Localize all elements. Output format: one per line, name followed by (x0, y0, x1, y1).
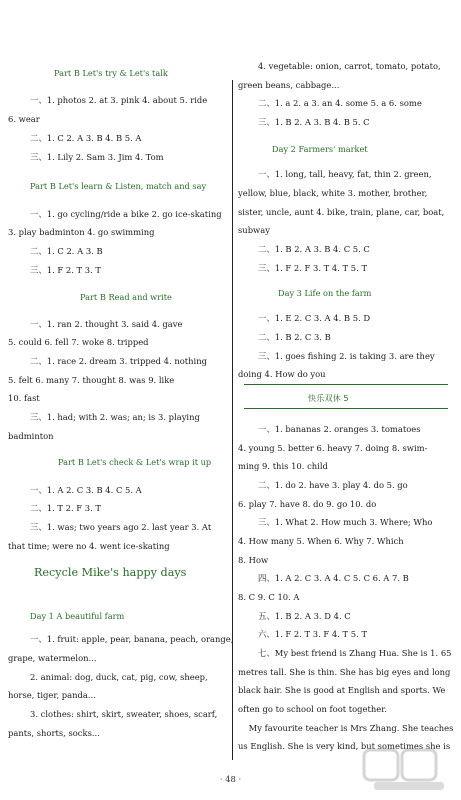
section-title-part-b-check: Part B Let's check & Let's wrap it up (58, 457, 212, 467)
answer-line: 5. could 6. fell 7. woke 8. tripped (8, 337, 149, 347)
section-title-part-b-try-talk: Part B Let's try & Let's talk (54, 68, 168, 78)
answer-line: 二、1. B 2. A 3. B 4. C 5. C (258, 244, 370, 254)
page-number: · 48 · (219, 774, 242, 784)
answer-line: that time; were no 4. went ice-skating (8, 541, 170, 551)
answer-line: 二、1. C 2. A 3. B (30, 246, 103, 256)
answer-line: pants, shorts, socks... (8, 728, 100, 738)
column-divider (232, 80, 233, 760)
happy-weekend-title: 快乐双休 5 (308, 393, 349, 403)
day2-title: Day 2 Farmers' market (272, 144, 368, 154)
essay-line: My favourite teacher is Mrs Zhang. She teaches (238, 723, 454, 733)
day1-title: Day 1 A beautiful farm (30, 611, 125, 621)
section-rule (244, 384, 448, 385)
answer-line: 六、1. F 2. T 3. F 4. T 5. T (258, 629, 368, 639)
answer-line: 3. play badminton 4. go swimming (8, 227, 155, 237)
answer-line: grape, watermelon... (8, 653, 97, 663)
answer-line: 三、1. had; with 2. was; an; is 3. playing (30, 412, 200, 422)
answer-line: 三、1. Lily 2. Sam 3. Jim 4. Tom (30, 152, 164, 162)
answer-line: 10. fast (8, 393, 40, 403)
answer-line: 4. young 5. better 6. heavy 7. doing 8. swim- (238, 443, 428, 453)
answer-line: 2. animal: dog, duck, cat, pig, cow, sheep, (30, 672, 208, 682)
answer-line: horse, tiger, panda... (8, 690, 96, 700)
essay-line: 七、My best friend is Zhang Hua. She is 1. 65 (258, 648, 452, 658)
essay-line: black hair. She is good at English and sports. We (238, 685, 446, 695)
answer-line: sister, uncle, aunt 4. bike, train, plane, car, boat, (238, 207, 445, 217)
answer-line: subway (238, 225, 270, 235)
answer-line: doing 4. How do you (238, 369, 326, 379)
answer-line: 6. play 7. have 8. do 9. go 10. do (238, 499, 377, 509)
essay-line: metres tall. She is thin. She has big eyes and long (238, 667, 451, 677)
answer-line: 6. wear (8, 114, 40, 124)
answer-line: 4. vegetable: onion, carrot, tomato, potato, (258, 61, 441, 71)
answer-line: 一、1. A 2. C 3. B 4. C 5. A (30, 485, 142, 495)
essay-line: us English. She is very kind, but sometimes she is (238, 741, 451, 751)
answer-line: 二、1. T 2. F 3. T (30, 503, 102, 513)
section-rule (244, 408, 448, 409)
answer-line: 4. How many 5. When 6. Why 7. Which (238, 536, 404, 546)
recycle-title: Recycle Mike's happy days (34, 566, 187, 579)
answer-line: 三、1. F 2. F 3. T 4. T 5. T (258, 263, 368, 273)
answer-line: 8. How (238, 555, 269, 565)
answer-line: 8. C 9. C 10. A (238, 592, 300, 602)
answer-line: 二、1. a 2. a 3. an 4. some 5. a 6. some (258, 98, 422, 108)
answer-line: 3. clothes: shirt, skirt, sweater, shoes, scarf, (30, 709, 218, 719)
answer-line: 一、1. go cycling/ride a bike 2. go ice-skating (30, 209, 222, 219)
answer-line: 四、1. A 2. C 3. A 4. C 5. C 6. A 7. B (258, 573, 409, 583)
answer-line: badminton (8, 431, 54, 441)
answer-line: green beans, cabbage... (238, 80, 340, 90)
answer-line: 三、1. was; two years ago 2. last year 3. At (30, 522, 212, 532)
day3-title: Day 3 Life on the farm (278, 288, 372, 298)
watermark-logo-icon (360, 744, 456, 794)
answer-line: 一、1. E 2. C 3. A 4. B 5. D (258, 313, 371, 323)
answer-line: 二、1. B 2. C 3. B (258, 332, 331, 342)
answer-line: 一、1. photos 2. at 3. pink 4. about 5. ride (30, 95, 208, 105)
essay-line: often go to school on foot together. (238, 704, 387, 714)
answer-line: 一、1. fruit: apple, pear, banana, peach, orange, (30, 634, 234, 644)
answer-line: 二、1. race 2. dream 3. tripped 4. nothing (30, 356, 207, 366)
answer-line: 三、1. F 2. T 3. T (30, 265, 102, 275)
answer-line: 三、1. What 2. How much 3. Where; Who (258, 517, 433, 527)
answer-line: 一、1. long, tall, heavy, fat, thin 2. green, (258, 169, 432, 179)
answer-line: 二、1. do 2. have 3. play 4. do 5. go (258, 480, 408, 490)
answer-line: yellow, blue, black, white 3. mother, brother, (238, 188, 428, 198)
section-title-part-b-read-write: Part B Read and write (80, 292, 172, 302)
section-title-part-b-learn: Part B Let's learn & Listen, match and say (30, 181, 207, 191)
answer-line: 二、1. C 2. A 3. B 4. B 5. A (30, 133, 142, 143)
answer-line: 三、1. goes fishing 2. is taking 3. are they (258, 351, 435, 361)
answer-line: 5. felt 6. many 7. thought 8. was 9. like (8, 375, 175, 385)
answer-line: 一、1. ran 2. thought 3. said 4. gave (30, 319, 183, 329)
answer-line: 三、1. B 2. A 3. B 4. B 5. C (258, 117, 370, 127)
answer-line: ming 9. this 10. child (238, 461, 328, 471)
answer-line: 五、1. B 2. A 3. D 4. C (258, 611, 351, 621)
answer-line: 一、1. bananas 2. oranges 3. tomatoes (258, 424, 421, 434)
